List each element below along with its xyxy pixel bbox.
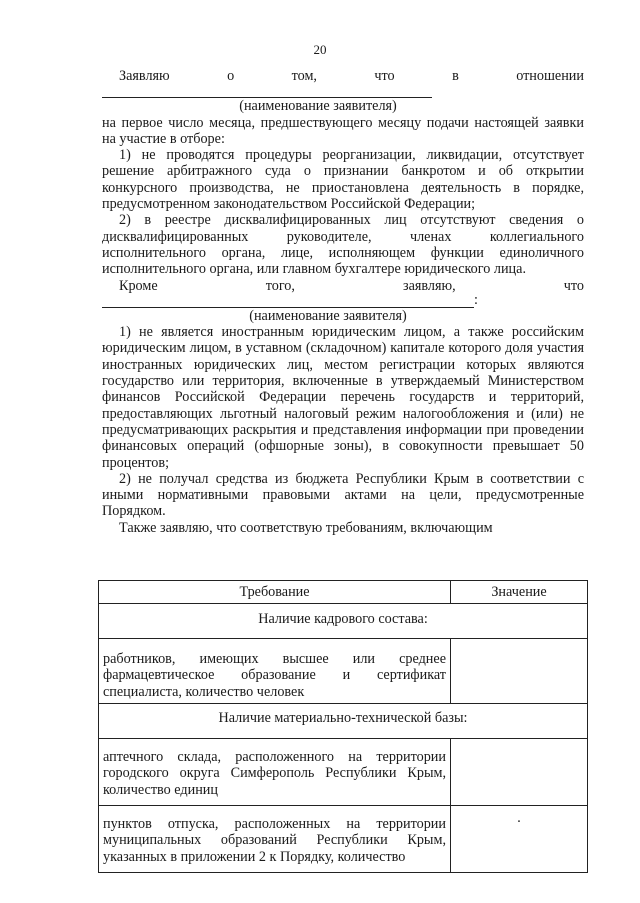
section-material: Наличие материально-технической базы: bbox=[99, 704, 588, 739]
document-body bbox=[102, 68, 584, 536]
additional-item-2: 2) не получал средства из бюджета Республики Крым в соответствии с иными нормативными правовыми актами на цели, предусмотренные Порядком. bbox=[102, 470, 584, 520]
statement-continuation: на первое число месяца, предшествующего месяцу подачи настоящей заявки на участие в отборе: bbox=[102, 114, 584, 147]
section-staff: Наличие кадрового состава: bbox=[99, 604, 588, 639]
additional-statement-line: Кроме того, заявляю, что bbox=[119, 277, 584, 294]
row-points-value: · bbox=[451, 806, 588, 873]
page-number: 20 bbox=[313, 42, 327, 57]
applicant-name-blank-2 bbox=[102, 291, 584, 308]
additional-item-1: 1) не является иностранным юридическим лицом, а также российским юридическим лицом, в уставном (складочном) капитале которого доля участия иностранных юридических лиц, местом регистрации которых являются государство или территория, включенные в утверждаемый Министерством финансов Российской Федерации перечень государств и территорий, предоставляющих льготный налоговый режим налогообложения и (или) не предусматривающих раскрытия и представления информации при проведении финансовых операций (офшорные зоны), в совокупности превышает 50 процентов; bbox=[102, 324, 584, 471]
table-row bbox=[99, 739, 588, 806]
header-value: Значение bbox=[451, 581, 588, 604]
table-row bbox=[99, 806, 588, 873]
row-warehouse-requirement: аптечного склада, расположенного на территории городского округа Симферополь Республики Крым, количество единиц bbox=[99, 739, 451, 806]
requirements-table bbox=[98, 580, 588, 873]
statement-intro-line: Заявляю о том, что в отношении bbox=[119, 68, 584, 84]
row-points-requirement: пунктов отпуска, расположенных на территории муниципальных образований Республики Крым, указанных в приложении 2 к Порядку, количество bbox=[99, 806, 451, 873]
row-warehouse-value bbox=[451, 739, 588, 806]
colon: : bbox=[474, 291, 478, 308]
statement-item-2: 2) в реестре дисквалифицированных лиц отсутствуют сведения о дисквалифицированных руководителе, членах коллегиального исполнительного органа, лице, исполняющем функции единоличного исполнительного органа, или главном бухгалтере юридического лица. bbox=[102, 212, 584, 278]
applicant-caption-2: (наименование заявителя) bbox=[249, 307, 407, 324]
table-section-row bbox=[99, 604, 588, 639]
applicant-caption-1: (наименование заявителя) bbox=[239, 98, 397, 115]
table-header-row bbox=[99, 581, 588, 604]
table-row bbox=[99, 639, 588, 704]
row-staff-requirement: работников, имеющих высшее или среднее фармацевтическое образование и сертификат специалиста, количество человек bbox=[99, 639, 451, 704]
statement-item-1: 1) не проводятся процедуры реорганизации, ликвидации, отсутствует решение арбитражного суда о признании банкротом и об открытии конкурсного производства, не приостановлена деятельность в порядке, предусмотренном законодательством Российской Федерации; bbox=[102, 147, 584, 213]
header-requirement: Требование bbox=[99, 581, 451, 604]
applicant-name-blank-1 bbox=[102, 84, 584, 98]
requirements-intro: Также заявляю, что соответствую требованиям, включающим bbox=[119, 519, 493, 536]
row-staff-value bbox=[451, 639, 588, 704]
table-section-row bbox=[99, 704, 588, 739]
